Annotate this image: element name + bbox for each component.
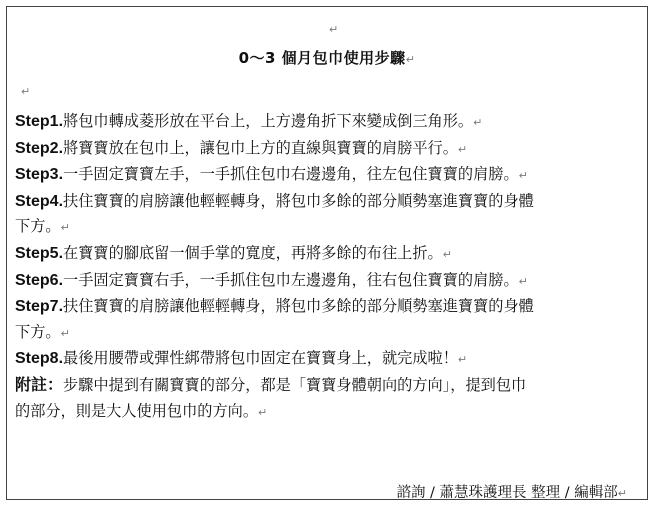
steps-list [15,109,641,425]
step-2: Step2.將寶寶放在包巾上，讓包巾上方的直線與寶寶的肩膀平行。↵ [15,138,468,157]
step-4-continued: 下方。↵ [15,217,70,236]
step-3: Step3.一手固定寶寶左手，一手抓住包巾右邊邊角，往左包住寶寶的肩膀。↵ [15,165,528,184]
paragraph-mark-icon: ↵ [60,221,70,235]
document-title [7,47,647,68]
note-continued: 的部分，則是大人使用包巾的方向。↵ [15,401,268,420]
paragraph-mark-icon: ↵ [60,326,70,340]
document-page [6,6,648,500]
paragraph-mark-icon: ↵ [442,247,452,261]
title-text: 0～3 個月包巾使用步驟 [238,49,406,67]
paragraph-mark-icon: ↵ [473,116,483,129]
note: 附註：步驟中提到有關寶寶的部分，都是「寶寶身體朝向的方向」，提到包巾 [15,375,527,394]
paragraph-mark-icon: ↵ [258,405,268,419]
document-footer [396,483,627,504]
paragraph-mark-icon: ↵ [457,353,468,367]
step-4: Step4.扶住寶寶的肩膀讓他輕輕轉身，將包巾多餘的部分順勢塞進寶寶的身體 [15,191,534,210]
paragraph-mark-icon: ↵ [518,169,528,183]
step-7-continued: 下方。↵ [15,322,70,341]
footer-credits: 諮詢 / 蕭慧珠護理長 整理 / 編輯部 [396,485,618,501]
step-5: Step5.在寶寶的腳底留一個手掌的寬度，再將多餘的布往上折。↵ [15,243,452,262]
paragraph-mark-icon: ↵ [518,274,528,288]
paragraph-mark-icon: ↵ [21,85,31,98]
paragraph-mark-icon: ↵ [405,53,416,66]
step-6: Step6.一手固定寶寶右手，一手抓住包巾左邊邊角，往右包住寶寶的肩膀。↵ [15,270,528,289]
paragraph-mark-icon: ↵ [457,142,468,156]
step-8: Step8.最後用腰帶或彈性綁帶將包巾固定在寶寶身上，就完成啦！↵ [15,349,468,368]
step-7: Step7.扶住寶寶的肩膀讓他輕輕轉身，將包巾多餘的部分順勢塞進寶寶的身體 [15,297,534,316]
paragraph-mark-icon: ↵ [617,487,627,500]
step-1: Step1.將包巾轉成菱形放在平台上，上方邊角折下來變成倒三角形。↵ [15,112,483,130]
paragraph-mark-icon: ↵ [329,23,339,36]
